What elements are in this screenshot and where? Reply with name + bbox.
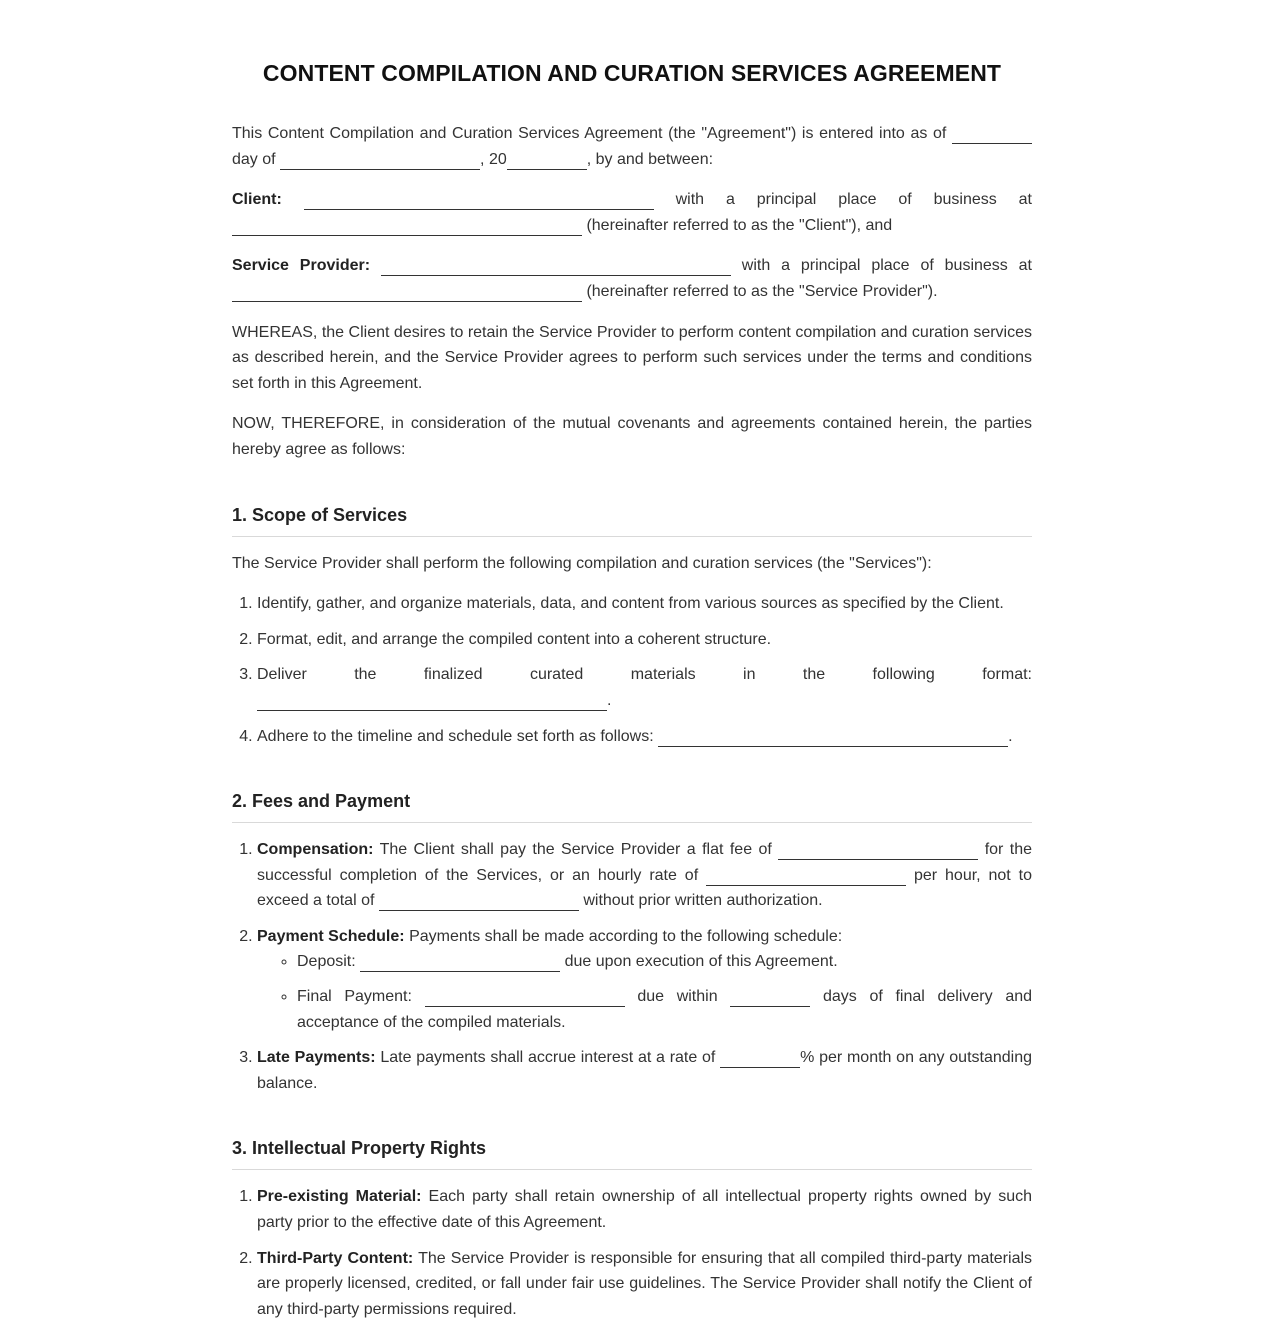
provider-label: Service Provider: [232, 257, 371, 275]
final-payment-label: Final Payment: [297, 988, 412, 1006]
delivery-format-blank[interactable] [257, 692, 607, 711]
compensation-text-3: per hour, not to exceed a total of [257, 866, 1033, 910]
client-label: Client: [232, 191, 282, 209]
section-3-heading: 3. Intellectual Property Rights [232, 1138, 1032, 1170]
third-party-text: The Service Provider is responsible for ensuring that all compiled third-party materials are properly licensed, credited, or fall under fair use guidelines. The Service Provider shall notify the Client of any third-party permissions required. [257, 1249, 1033, 1318]
provider-name-blank[interactable] [381, 257, 731, 276]
fees-item-compensation [257, 837, 1032, 914]
payment-schedule-label: Payment Schedule: [257, 927, 405, 945]
intro-text-4: , by and between: [586, 150, 714, 168]
fees-item-late [257, 1045, 1032, 1096]
flat-fee-blank[interactable] [778, 841, 978, 860]
fees-list [232, 837, 1032, 1096]
compensation-text-4: without prior written authorization. [583, 892, 823, 910]
date-day-blank[interactable] [952, 125, 1032, 144]
scope-item-2 [257, 627, 1032, 653]
period: . [1008, 727, 1013, 745]
client-text-2: (hereinafter referred to as the "Client"), and [586, 216, 893, 234]
provider-text-2: (hereinafter referred to as the "Service Provider"). [586, 282, 938, 300]
deposit-amount-blank[interactable] [360, 953, 560, 972]
late-payments-text-2: % per month on any outstanding balance. [257, 1049, 1033, 1092]
client-paragraph [232, 187, 1032, 238]
compensation-text-1: The Client shall pay the Service Provider a flat fee of [379, 841, 772, 859]
compensation-text-2: for the successful completion of the Services, or an hourly rate of [257, 841, 1033, 884]
ip-item-preexisting [257, 1184, 1032, 1235]
client-name-blank[interactable] [304, 191, 654, 210]
period: . [607, 691, 612, 709]
intro-paragraph [232, 121, 1032, 172]
compensation-label: Compensation: [257, 841, 374, 859]
deposit-text: due upon execution of this Agreement. [564, 953, 838, 971]
final-payment-days-blank[interactable] [730, 988, 810, 1007]
client-address-blank[interactable] [232, 217, 582, 236]
intro-text-3: , 20 [480, 150, 507, 168]
deposit-label: Deposit: [297, 953, 356, 971]
intro-text-1: This Content Compilation and Curation Services Agreement (the "Agreement") is entered into as of [232, 125, 947, 142]
late-payments-text-1: Late payments shall accrue interest at a rate of [380, 1049, 716, 1067]
scope-item-1-text: Identify, gather, and organize materials, data, and content from various sources as specified by the Client. [257, 595, 1004, 613]
scope-item-3-text: 3. Deliver the finalized curated materials in the following format: [257, 666, 1032, 684]
section-1-intro: The Service Provider shall perform the following compilation and curation services (the "Services"): [232, 554, 932, 572]
document-title: CONTENT COMPILATION AND CURATION SERVICES AGREEMENT [262, 60, 1002, 86]
scope-item-4-text: Adhere to the timeline and schedule set forth as follows: [257, 727, 654, 745]
provider-paragraph [232, 253, 1032, 304]
timeline-blank[interactable] [658, 728, 1008, 747]
ip-item-third-party [257, 1246, 1032, 1322]
fees-item-schedule [257, 924, 1032, 1035]
preexisting-label: Pre-existing Material: [257, 1188, 422, 1206]
final-payment-item [297, 984, 1032, 1035]
intro-text-2: day of [232, 150, 276, 168]
section-2-heading: 2. Fees and Payment [232, 791, 1032, 823]
final-payment-text-2: days of final delivery and acceptance of the compiled materials. [297, 988, 1033, 1031]
now-therefore-paragraph: NOW, THEREFORE, in consideration of the mutual covenants and agreements contained herein, the parties hereby agree as follows: [232, 415, 1032, 458]
payment-schedule-text: Payments shall be made according to the following schedule: [409, 927, 843, 945]
scope-item-1 [257, 591, 1032, 617]
scope-item-4 [257, 724, 1032, 750]
final-payment-amount-blank[interactable] [425, 988, 625, 1007]
scope-item-2-text: Format, edit, and arrange the compiled content into a coherent structure. [257, 630, 772, 648]
agreement-page [232, 0, 1032, 1322]
preexisting-text: Each party shall retain ownership of all intellectual property rights owned by such party prior to the effective date of this Agreement. [257, 1188, 1032, 1232]
third-party-label: Third-Party Content: [257, 1249, 414, 1267]
hourly-rate-blank[interactable] [706, 867, 906, 886]
date-year-blank[interactable] [507, 151, 587, 170]
provider-address-blank[interactable] [232, 283, 582, 302]
section-1-heading: 1. Scope of Services [232, 505, 1032, 537]
late-payments-label: Late Payments: [257, 1049, 376, 1067]
provider-text-1: with a principal place of business at [741, 257, 1033, 275]
date-month-blank[interactable] [280, 151, 480, 170]
interest-rate-blank[interactable] [720, 1049, 800, 1068]
scope-item-3 [257, 662, 1032, 713]
payment-schedule-sublist [257, 949, 1032, 1035]
final-payment-text-1: due within [637, 988, 718, 1006]
client-text-1: with a principal place of business at [675, 191, 1032, 209]
deposit-item [297, 949, 1032, 975]
total-cap-blank[interactable] [379, 892, 579, 911]
whereas-paragraph: WHEREAS, the Client desires to retain the Service Provider to perform content compilation and curation services as described herein, and the Service Provider agrees to perform such services under the terms and conditions set forth in this Agreement. [232, 323, 1032, 392]
ip-list [232, 1184, 1032, 1322]
scope-list [232, 591, 1032, 749]
